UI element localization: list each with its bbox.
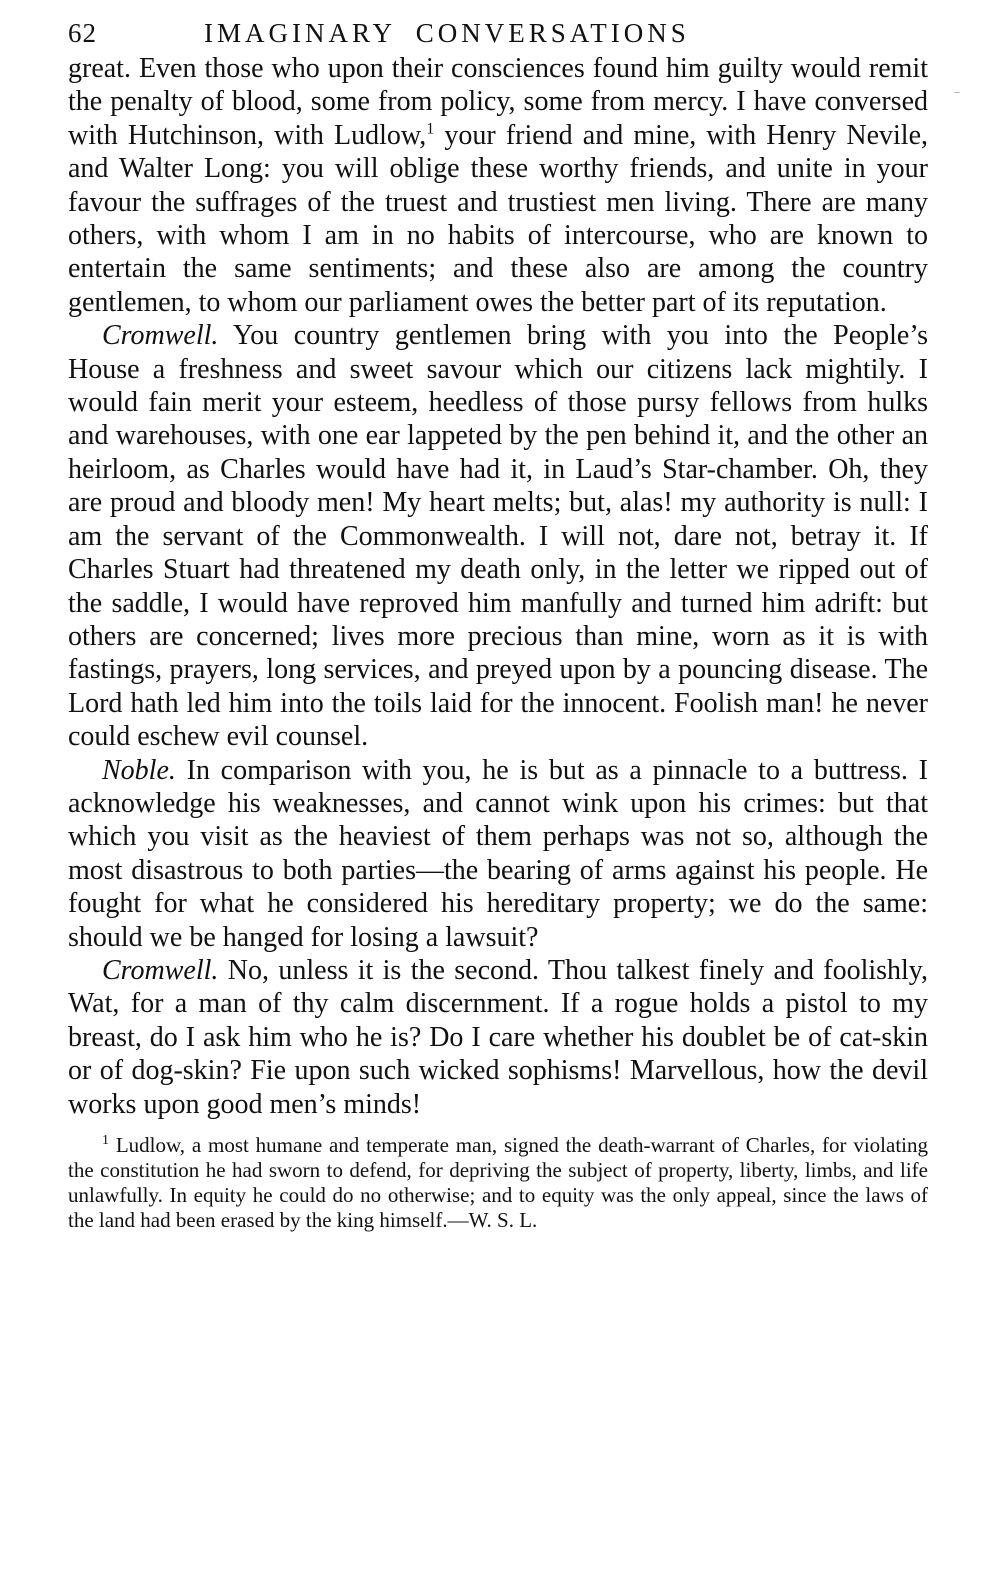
speech-cromwell <box>68 319 928 753</box>
speech-text: No, unless it is the second. Thou talkest finely and foolishly, Wat, for a man of thy calm discernment. If a rogue holds a pistol to my breast, do I ask him who he is? Do I care whether his doublet be of cat-skin or of dog-skin? Fie upon such wicked sophisms! Marvellous, how the devil works upon good men’s minds! <box>68 954 928 1120</box>
footnote-paragraph <box>68 1133 928 1233</box>
speaker-name: Cromwell. <box>102 320 219 352</box>
speech-cromwell <box>68 954 928 1121</box>
speaker-name: Cromwell. <box>102 954 219 986</box>
body-text <box>68 52 928 1121</box>
footnote-marker: 1 <box>102 1133 109 1148</box>
speech-noble <box>68 754 928 954</box>
footnote <box>68 1133 928 1233</box>
speech-text: You country gentlemen bring with you into the People’s House a freshness and sweet savour which our citizens lack mightily. I would fain merit your esteem, heedless of those pursy fellows from hulks and warehouses, with one ear lappeted by the pen behind it, and the other an heirloom, as Charles would have had it, in Laud’s Star-chamber. Oh, they are proud and bloody men! My heart melts; but, alas! my authority is null: I am the servant of the Commonwealth. I will not, dare not, betray it. If Charles Stuart had threatened my death only, in the letter we ripped out of the saddle, I would have reproved him manfully and turned him adrift: but others are concerned; lives more precious than mine, worn as it is with fastings, prayers, long services, and preyed upon by a pouncing disease. The Lord hath led him into the toils laid for the innocent. Foolish man! he never could eschew evil counsel. <box>68 320 928 753</box>
footnote-text: Ludlow, a most humane and temperate man, signed the death-warrant of Charles, for violating the constitution he had sworn to defend, for depriving the subject of property, liberty, limbs, and life unlawfully. In equity he could do no otherwise; and to equity was the only appeal, since the laws of the land had been erased by the king himself.—W. S. L. <box>68 1133 928 1232</box>
speaker-name: Noble. <box>102 754 176 786</box>
paragraph-continuation <box>68 52 928 319</box>
footnote-reference: 1 <box>426 120 435 138</box>
margin-mark <box>954 92 960 93</box>
paragraph-text: great. Even those who upon their consciences found him guilty would remit the penalty of blood, some from policy, some from mercy. I have conversed with Hutchinson, with Ludlow, <box>68 53 928 151</box>
running-title: IMAGINARY CONVERSATIONS <box>204 18 690 48</box>
speech-text: In comparison with you, he is but as a pinnacle to a buttress. I acknowledge his weaknesses, and cannot wink upon his crimes: but that which you visit as the heaviest of them perhaps was not so, although the most disastrous to both parties—the bearing of arms against his people. He fought for what he considered his hereditary property; we do the same: should we be hanged for losing a lawsuit? <box>68 754 928 953</box>
book-page <box>68 14 928 1233</box>
paragraph-text: your friend and mine, with Henry Nevile, and Walter Long: you will oblige these worthy friends, and unite in your favour the suffrages of the truest and trustiest men living. There are many others, with whom I am in no habits of intercourse, who are known to entertain the same sentiments; and these also are among the country gentlemen, to whom our parliament owes the better part of its reputation. <box>68 119 929 318</box>
page-number: 62 <box>68 18 97 48</box>
running-head <box>68 14 928 52</box>
